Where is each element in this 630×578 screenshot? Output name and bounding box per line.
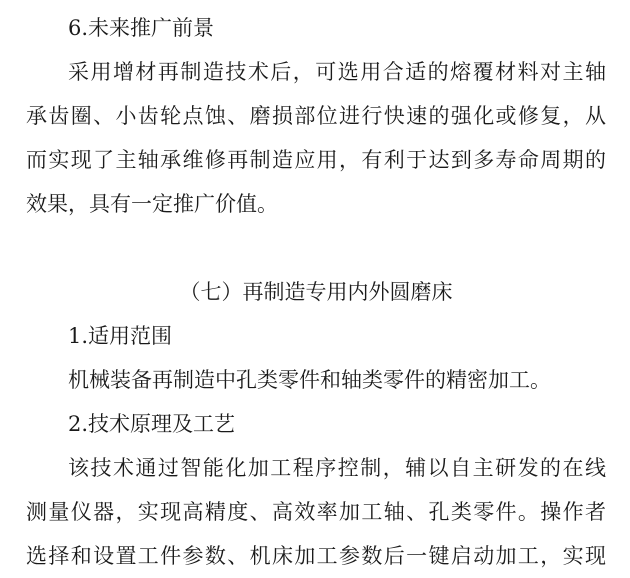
paragraph-line: 而实现了主轴承维修再制造应用，有利于达到多寿命周期的 — [26, 148, 606, 172]
paragraph-line: 效果，具有一定推广价值。 — [26, 192, 278, 216]
paragraph-line: 选择和设置工件参数、机床加工参数后一键启动加工，实现 — [26, 544, 606, 568]
section-7-sub1-text: 机械装备再制造中孔类零件和轴类零件的精密加工。 — [68, 368, 551, 392]
section-7-title: （七）再制造专用内外圆磨床 — [179, 280, 453, 304]
section-6-paragraph — [26, 50, 606, 226]
paragraph-line: 该技术通过智能化加工程序控制，辅以自主研发的在线 — [68, 456, 606, 480]
paragraph-line: 测量仪器，实现高精度、高效率加工轴、孔类零件。操作者 — [26, 500, 606, 524]
paragraph-line: 采用增材再制造技术后，可选用合适的熔覆材料对主轴 — [68, 60, 606, 84]
section-7-sub1-heading: 1.适用范围 — [68, 324, 173, 348]
section-7-sub2-heading: 2.技术原理及工艺 — [68, 412, 236, 436]
paragraph-line: 承齿圈、小齿轮点蚀、磨损部位进行快速的强化或修复，从 — [26, 104, 606, 128]
section-6-heading: 6.未来推广前景 — [68, 16, 215, 40]
section-spacer — [26, 226, 606, 270]
section-7-sub2-paragraph — [26, 446, 606, 578]
